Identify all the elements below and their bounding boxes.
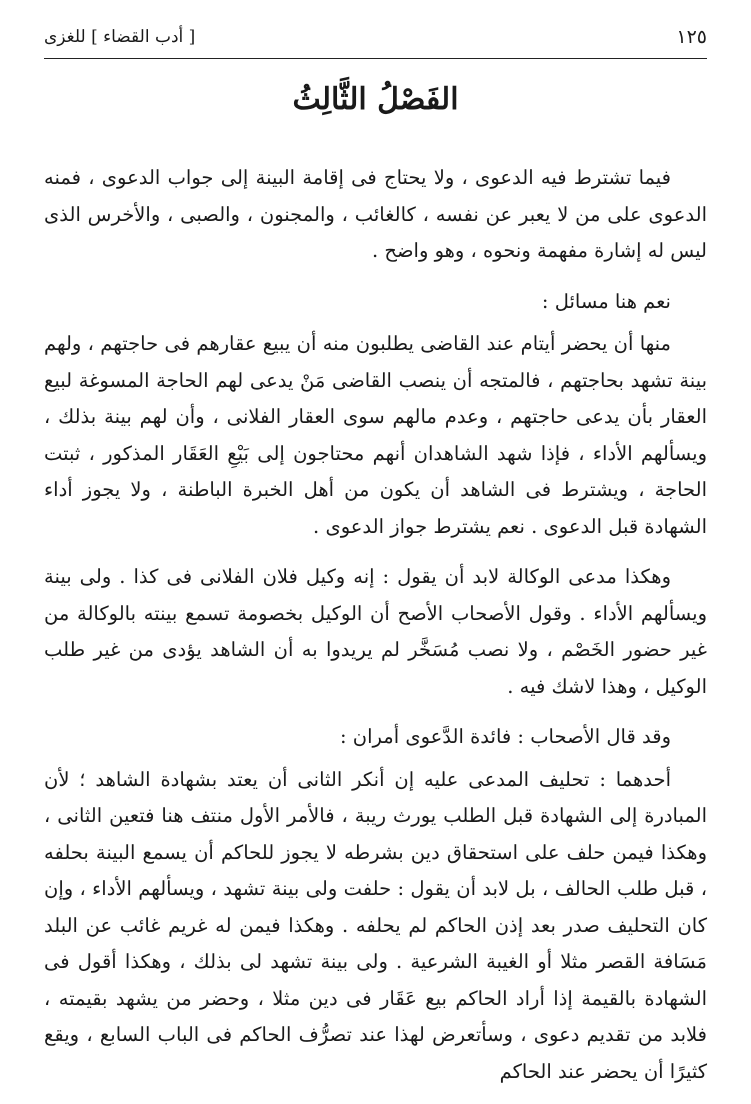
body-text: [44, 160, 707, 1104]
running-head: [44, 22, 707, 52]
chapter-title: الفَصْلُ الثَّالِثُ: [292, 82, 459, 117]
paragraph-intro: فيما تشترط فيه الدعوى ، ولا يحتاج فى إقامة البينة إلى جواب الدعوى ، فمنه الدعوى على من لا يعبر عن نفسه ، كالغائب ، والمجنون ، والصبى ، والأخرس الذى ليس له إشارة مفهمة ونحوه ، وهو واضح .: [44, 166, 707, 262]
header-rule: [44, 58, 707, 59]
paragraph-issues-heading: نعم هنا مسائل :: [541, 289, 671, 313]
paragraph-orphans: منها أن يحضر أيتام عند القاضى يطلبون منه أن يبيع عقارهم فى حاجتهم ، ولهم بينة تشهد بحاجتهم ، فالمتجه أن ينصب القاضى مَنْ يدعى لهم الحاجة المسوغة لبيع العقار بأن يدعى حاجتهم ، وعدم مالهم سوى العقار الفلانى ، وأن لهم بينة بذلك ، ويسألهم الأداء ، فإذا شهد الشاهدان أنهم محتاجون إلى بَيْعِ العَقَار المذكور ، ثبتت الحاجة ، ويشترط فى الشاهد أن يكون من أهل الخبرة الباطنة ، ولا يجوز أداء الشهادة قبل الدعوى . نعم يشترط جواز الدعوى .: [44, 332, 707, 538]
paragraph-first-benefit: أحدهما : تحليف المدعى عليه إن أنكر الثانى أن يعتد بشهادة الشاهد ؛ لأن المبادرة إلى الشهادة قبل الطلب يورث ريبة ، فالأمر الأول منتف هنا فتعين الثانى ، وهكذا فيمن حلف على استحقاق دين بشرطه لا يجوز للحاكم أن يسمع البينة بحلفه ، قبل طلب الحالف ، بل لابد أن يقول : حلفت ولى بينة تشهد ، ويسألهم الأداء ، وإن كان التحليف صدر بعد إذن الحاكم لم يحلفه . وهكذا فيمن له غريم غائب عن البلد مَسَافة القصر مثلا أو الغيبة الشرعية . ولى بينة تشهد لى بذلك ، وهكذا أقول فى الشهادة بالقيمة إذا أراد الحاكم بيع عَقَار فى دين مثلا ، وحضر من يشهد بقيمته ، فلابد من تقديم دعوى ، وسأتعرض لهذا عند تصرُّف الحاكم فى الباب السابع ، ويقع كثيرًا أن يحضر عند الحاكم: [44, 767, 707, 1083]
paragraph-agency: وهكذا مدعى الوكالة لابد أن يقول : إنه وكيل فلان الفلانى فى كذا . ولى بينة ويسألهم الأداء . وقول الأصحاب الأصح أن الوكيل بخصومة تسمع بينته بالوكالة من غير حضور الخَصْم ، ولا نصب مُسَخَّر لم يريدوا به أن الشاهد يؤدى من غير طلب الوكيل ، وهذا لاشك فيه .: [44, 565, 707, 698]
page-number: ١٢٥: [676, 26, 707, 48]
running-head-title: [ أدب القضاء ] للغزى: [44, 27, 196, 47]
paragraph-benefit-heading: وقد قال الأصحاب : فائدة الدَّعوى أمران :: [340, 725, 671, 748]
